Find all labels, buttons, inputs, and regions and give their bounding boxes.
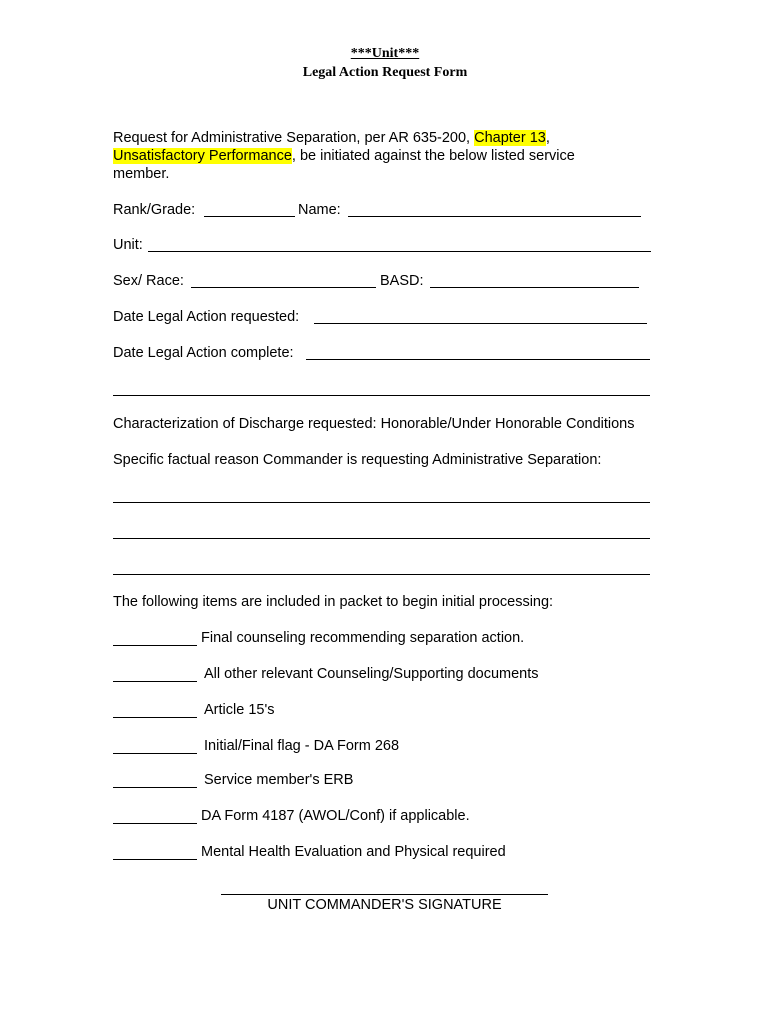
signature-line[interactable] xyxy=(221,894,548,895)
unit-label: Unit: xyxy=(113,237,143,253)
intro-line-2 xyxy=(113,147,575,165)
name-field[interactable] xyxy=(348,216,641,217)
blank-line[interactable] xyxy=(113,395,650,396)
intro-comma: , xyxy=(545,130,550,146)
date-requested-label: Date Legal Action requested: xyxy=(113,309,300,325)
date-complete-label: Date Legal Action complete: xyxy=(113,345,294,361)
checklist-label: Mental Health Evaluation and Physical required xyxy=(201,844,506,860)
unit-heading: ***Unit*** xyxy=(350,46,420,61)
chapter-highlight: Chapter 13 xyxy=(474,130,546,146)
checklist-blank[interactable] xyxy=(113,753,197,754)
rank-grade-field[interactable] xyxy=(204,216,295,217)
checklist-label: Final counseling recommending separation action. xyxy=(201,630,525,646)
intro-line-1 xyxy=(113,129,550,147)
rank-grade-label: Rank/Grade: xyxy=(113,202,196,218)
sex-race-field[interactable] xyxy=(191,287,376,288)
date-requested-field[interactable] xyxy=(314,323,647,324)
intro-line-2-suffix: , be initiated against the below listed service xyxy=(291,148,575,164)
checklist-blank[interactable] xyxy=(113,787,197,788)
checklist-label: Initial/Final flag - DA Form 268 xyxy=(204,738,400,754)
checklist-blank[interactable] xyxy=(113,717,197,718)
checklist-label: All other relevant Counseling/Supporting documents xyxy=(204,666,539,682)
name-label: Name: xyxy=(298,202,341,218)
checklist-blank[interactable] xyxy=(113,823,197,824)
packet-intro: The following items are included in packet to begin initial processing: xyxy=(113,594,554,610)
form-title: Legal Action Request Form xyxy=(302,65,468,80)
reason-line-3[interactable] xyxy=(113,574,650,575)
checklist-blank[interactable] xyxy=(113,859,197,860)
intro-prefix: Request for Administrative Separation, per AR 635-200, xyxy=(113,130,475,146)
date-complete-field[interactable] xyxy=(306,359,650,360)
reason-highlight: Unsatisfactory Performance xyxy=(113,148,292,164)
reason-line-2[interactable] xyxy=(113,538,650,539)
reason-line-1[interactable] xyxy=(113,502,650,503)
checklist-blank[interactable] xyxy=(113,645,197,646)
unit-field[interactable] xyxy=(148,251,651,252)
checklist-label: DA Form 4187 (AWOL/Conf) if applicable. xyxy=(201,808,470,824)
characterization-text: Characterization of Discharge requested: Honorable/Under Honorable Conditions xyxy=(113,416,635,432)
basd-label: BASD: xyxy=(380,273,424,289)
checklist-label: Article 15's xyxy=(204,702,275,718)
intro-line-3: member. xyxy=(113,166,170,182)
basd-field[interactable] xyxy=(430,287,639,288)
sex-race-label: Sex/ Race: xyxy=(113,273,184,289)
signature-label: UNIT COMMANDER'S SIGNATURE xyxy=(267,897,502,913)
checklist-label: Service member's ERB xyxy=(204,772,354,788)
checklist-blank[interactable] xyxy=(113,681,197,682)
reason-prompt: Specific factual reason Commander is requesting Administrative Separation: xyxy=(113,452,602,468)
